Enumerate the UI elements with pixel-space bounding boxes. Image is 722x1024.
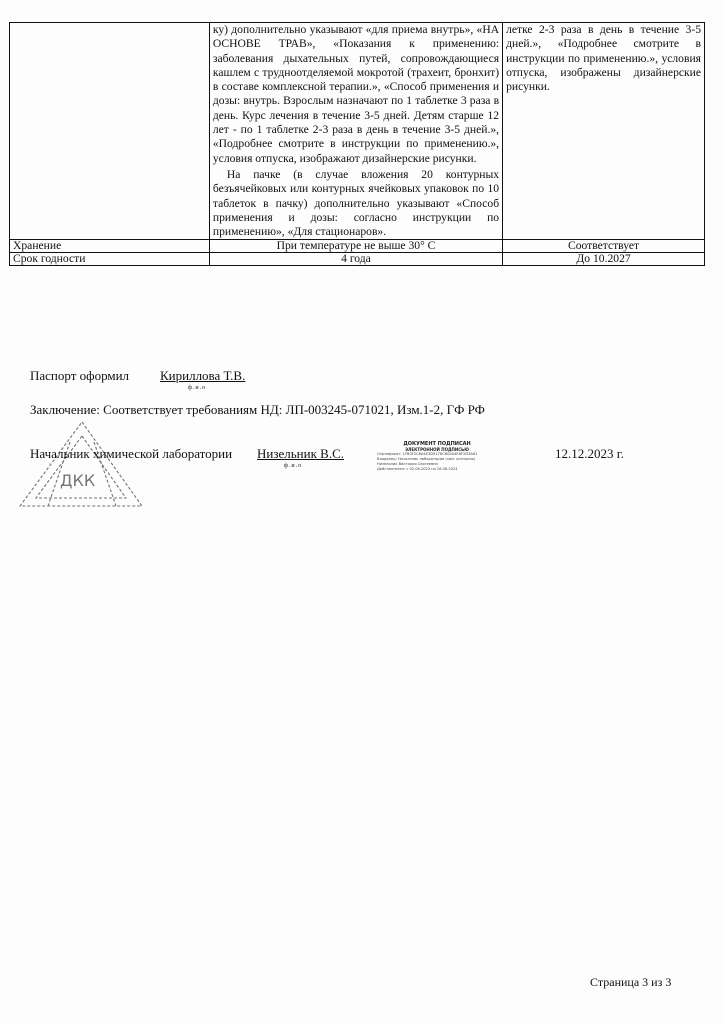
electronic-signature-stamp bbox=[377, 440, 497, 486]
passport-fio-caption: ф.и.о bbox=[188, 385, 207, 391]
storage-label: Хранение bbox=[10, 240, 210, 253]
page-number: Страница 3 из 3 bbox=[590, 975, 672, 989]
requirement-paragraph: На пачке (в случае вложения 20 контурных безъячейковых или контурных ячейковых упаковок по 10 таблеток в пачку) дополнительно указывают «Способ применения и дозы: согласно инструкции по применению», «Для стационаров». bbox=[212, 167, 500, 239]
dkk-stamp-icon bbox=[12, 418, 147, 513]
esig-certificate: Сертификат: 1FB0F2C8A4E3D9176CB05A4E8F2D3A61 bbox=[377, 452, 478, 456]
esig-owner: Владелец: Начальник лаборатории (хим. контроль) bbox=[377, 457, 476, 461]
head-fio-caption: ф.и.о bbox=[284, 463, 303, 469]
passport-label: Паспорт оформил bbox=[30, 368, 130, 383]
passport-name: Кириллова Т.В. bbox=[160, 368, 246, 383]
table-cell-requirement bbox=[209, 23, 502, 240]
result-paragraph: летке 2-3 раза в день в течение 3-5 дней.», «Подробнее смотрите в инструкции по применению.», условия отпуска, изображены дизайнерские рисунки. bbox=[506, 23, 701, 94]
esig-validity: Действителен: с 02.06.2023 по 26.08.2024 bbox=[377, 467, 458, 471]
esig-subtitle: ЭЛЕКТРОННОЙ ПОДПИСЬЮ bbox=[405, 447, 469, 452]
table-row bbox=[10, 253, 705, 266]
requirement-paragraph: ку) дополнительно указывают «для приема внутрь», «НА ОСНОВЕ ТРАВ», «Показания к применению: заболевания дыхательных путей, сопровождающиеся кашлем с трудноотделяемой мокротой (трахеит, бронхит) в составе комплексной терапии.», «Способ применения и дозы: внутрь. Взрослым назначают по 1 таблетке 3 раза в день. Курс лечения в течение 3-5 дней. Детям старше 12 лет - по 1 таблетке 2-3 раза в день в течение 3-5 дней.», «Подробнее смотрите в инструкции по применению.», условия отпуска, изображают дизайнерские рисунки. bbox=[212, 23, 500, 165]
esig-owner-name: Низельник Виктория Сергеевна bbox=[377, 462, 438, 466]
storage-result: Соответствует bbox=[503, 240, 705, 253]
shelf-life-requirement: 4 года bbox=[209, 253, 502, 266]
shelf-life-result: До 10.2027 bbox=[503, 253, 705, 266]
table-row bbox=[10, 240, 705, 253]
conclusion-text: Заключение: Соответствует требованиям НД: ЛП-003245-071021, Изм.1-2, ГФ РФ bbox=[30, 402, 485, 417]
head-name: Низельник В.С. bbox=[257, 446, 344, 461]
head-label: Начальник химической лаборатории bbox=[30, 446, 233, 461]
table-cell-empty bbox=[10, 23, 210, 240]
shelf-life-label: Срок годности bbox=[10, 253, 210, 266]
storage-requirement: При температуре не выше 30° С bbox=[209, 240, 502, 253]
spec-table bbox=[9, 22, 705, 266]
esig-title: ДОКУМЕНТ ПОДПИСАН bbox=[403, 441, 471, 447]
head-date: 12.12.2023 г. bbox=[555, 446, 624, 461]
table-row bbox=[10, 23, 705, 240]
stamp-text: ДКК bbox=[60, 471, 96, 490]
table-cell-result bbox=[503, 23, 705, 240]
